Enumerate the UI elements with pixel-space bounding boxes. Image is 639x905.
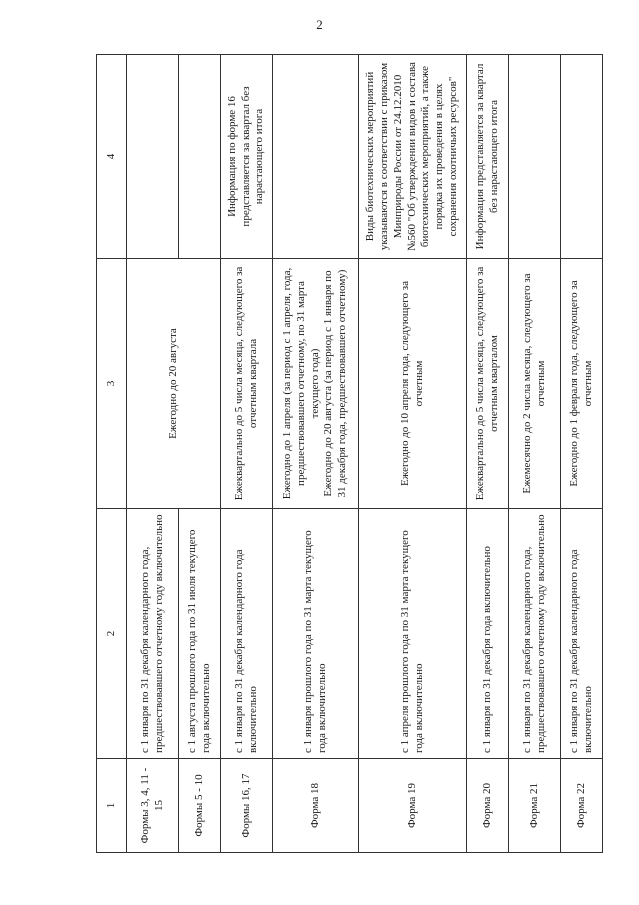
header-row xyxy=(97,55,127,853)
table-row xyxy=(221,55,273,853)
table-row xyxy=(273,55,359,853)
deadline-line-1: Ежегодно до 1 апреля (за период с 1 апреля, года, предшествовавшего отчетному, по 31 марта текущего года) xyxy=(281,267,321,500)
form-cell: Формы 16, 17 xyxy=(221,759,273,853)
form-cell: Форма 20 xyxy=(467,759,509,853)
header-col-1: 1 xyxy=(97,759,127,853)
period-cell: с 1 апреля прошлого года по 31 марта текущего года включительно xyxy=(359,509,467,759)
period-cell: с 1 января по 31 декабря года включительно xyxy=(467,509,509,759)
deadline-cell: Ежемесячно до 2 числа месяца, следующего за отчетным xyxy=(509,259,561,509)
period-cell: с 1 января по 31 декабря календарного года, предшествовавшего отчетному году включительно xyxy=(127,509,179,759)
table-rotated-wrapper xyxy=(96,55,594,853)
note-cell xyxy=(179,55,221,259)
deadline-cell: Ежегодно до 20 августа xyxy=(127,259,221,509)
period-cell: с 1 января прошлого года по 31 марта текущего года включительно xyxy=(273,509,359,759)
table-viewport xyxy=(96,55,594,853)
deadline-line-2: Ежегодно до 20 августа (за период с 1 января по 31 декабря года, предшествовавшего отчетному) xyxy=(322,269,349,498)
form-cell: Формы 5 - 10 xyxy=(179,759,221,853)
note-cell: Виды биотехнических мероприятий указываются в соответствии с приказом Минприроды России от 24.12.2010 №560 "Об утверждении видов и состава биотехнических мероприятий, а также порядка их проведения в целях сохранения охотничьих ресурсов" xyxy=(359,55,467,259)
deadline-cell: Ежеквартально до 5 числа месяца, следующего за отчетным квартала xyxy=(221,259,273,509)
deadline-cell: Ежеквартально до 5 числа месяца, следующего за отчетным кварталом xyxy=(467,259,509,509)
form-cell: Формы 3, 4, 11 - 15 xyxy=(127,759,179,853)
reporting-table xyxy=(96,54,603,853)
form-cell: Форма 21 xyxy=(509,759,561,853)
table-row xyxy=(359,55,467,853)
note-cell xyxy=(561,55,603,259)
deadline-cell xyxy=(273,259,359,509)
page-number: 2 xyxy=(316,17,323,32)
deadline-cell: Ежегодно до 1 февраля года, следующего за отчетным xyxy=(561,259,603,509)
note-cell: Информация по форме 16 представляется за квартал без нарастающего итога xyxy=(221,55,273,259)
period-cell: с 1 января по 31 декабря календарного года включительно xyxy=(221,509,273,759)
table-row xyxy=(561,55,603,853)
note-cell: Информация представляется за квартал без нарастающего итога xyxy=(467,55,509,259)
note-cell xyxy=(273,55,359,259)
form-cell: Форма 18 xyxy=(273,759,359,853)
period-cell: с 1 января по 31 декабря календарного года, предшествовавшего отчетному году включительно xyxy=(509,509,561,759)
header-col-2: 2 xyxy=(97,509,127,759)
table-row xyxy=(127,55,179,853)
form-cell: Форма 19 xyxy=(359,759,467,853)
table-row xyxy=(509,55,561,853)
period-cell: с 1 августа прошлого года по 31 июля текущего года включительно xyxy=(179,509,221,759)
note-cell xyxy=(127,55,179,259)
form-cell: Форма 22 xyxy=(561,759,603,853)
header-col-4: 4 xyxy=(97,55,127,259)
header-col-3: 3 xyxy=(97,259,127,509)
table-row xyxy=(467,55,509,853)
note-cell xyxy=(509,55,561,259)
deadline-cell: Ежегодно до 10 апреля года, следующего за отчетным xyxy=(359,259,467,509)
period-cell: с 1 января по 31 декабря календарного года включительно xyxy=(561,509,603,759)
